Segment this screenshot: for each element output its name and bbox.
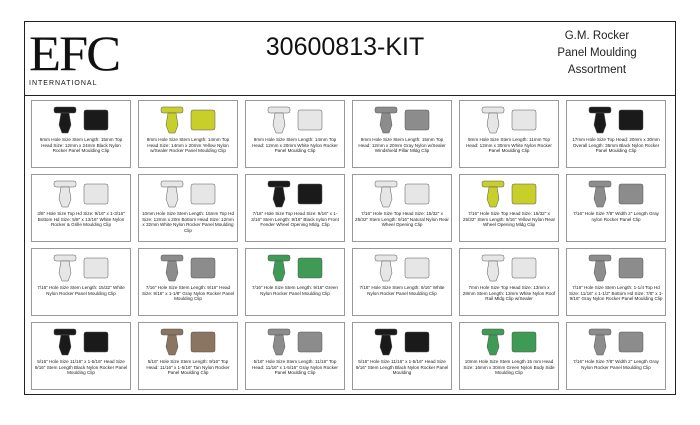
part-cell [31, 322, 131, 390]
part-caption: 9mm Hole Size Stem Length: 15mm Top Head: 12mm x 20mm Gray Nylon w/Sealer Windshield Pillar Mldg Clip [358, 137, 446, 154]
clip-side-view [482, 329, 504, 355]
clip-top-view [191, 258, 215, 278]
clip-side-view [268, 329, 290, 355]
part-cell [459, 248, 559, 316]
clip-top-view [84, 184, 108, 204]
assortment-title [523, 28, 671, 79]
clip-head [589, 107, 611, 113]
natural-wheel-clip-icon [353, 177, 451, 211]
clip-stem [273, 113, 285, 133]
clip-top-view [405, 258, 429, 278]
part-cell [459, 174, 559, 242]
clip-stem [594, 187, 606, 207]
clip-top-view [619, 332, 643, 352]
white-roof-rail-clip-icon [460, 251, 558, 285]
clip-head [268, 255, 290, 261]
clip-top-view [84, 110, 108, 130]
clip-side-view [161, 255, 183, 281]
clip-head [54, 329, 76, 335]
part-cell [352, 322, 452, 390]
part-cell [245, 322, 345, 390]
clip-top-view [512, 110, 536, 130]
clip-top-view [191, 184, 215, 204]
clip-head [375, 181, 397, 187]
clip-side-view [375, 329, 397, 355]
clip-top-view [191, 110, 215, 130]
green-body-side-clip-icon [460, 325, 558, 359]
black-fender-clip-icon [246, 177, 344, 211]
clip-head [54, 181, 76, 187]
clip-side-view [54, 107, 76, 133]
part-caption: 9mm Hole Size Stem Length: 14mm Top Head Size: 14mm x 20mm Yellow Nylon w/Sealer Rocker Panel Moulding Clip [146, 137, 230, 154]
clip-top-view [298, 332, 322, 352]
clip-top-view [191, 332, 215, 352]
yellow-wheel-clip-icon [460, 177, 558, 211]
clip-side-view [54, 255, 76, 281]
part-caption: 5/16" Hole Size Stem Length: 11/16" Top Head: 11/16" x 1-5/16" Gray Nylon Rocker Panel Moulding Clip [252, 359, 338, 376]
white-rocker-clip-icon [246, 103, 344, 137]
part-cell [352, 100, 452, 168]
part-cell [138, 322, 238, 390]
clip-side-view [482, 107, 504, 133]
catalog-sheet [24, 21, 676, 395]
white-rocker-clip-icon [460, 103, 558, 137]
part-cell [566, 322, 666, 390]
clip-stem [273, 335, 285, 355]
clip-top-view [298, 110, 322, 130]
part-caption: 7/16" Hole Size Stem Length: 9/16" Green Nylon Rocker Panel Moulding Clip [251, 285, 338, 296]
part-cell [31, 174, 131, 242]
clip-stem [380, 335, 392, 355]
clip-top-view [512, 258, 536, 278]
clip-side-view [54, 329, 76, 355]
gray-rocker-clip-icon [246, 325, 344, 359]
clip-stem [594, 261, 606, 281]
clip-side-view [375, 181, 397, 207]
parts-grid [31, 100, 671, 390]
clip-head [54, 255, 76, 261]
kit-number: 30600813-KIT [265, 33, 425, 61]
clip-head [375, 329, 397, 335]
part-caption: 17mm Hole Size Top Head: 20mm x 30mm Overall Length: 35mm Black Nylon Rocker Panel Moulding Clip [572, 137, 660, 154]
part-caption: 7/16" Hole Size Stem Length: 15/32" White Nylon Rocker Panel Moulding Clip [37, 285, 125, 296]
part-cell [245, 174, 345, 242]
clip-side-view [268, 255, 290, 281]
part-caption: 10mm Hole Size Stem Length: 15mm Top Hd Size: 12mm x 20m Bottom Head Size: 12mm x 32mm White Nylon Rocker Panel Moulding Clip [141, 211, 235, 233]
part-cell [459, 322, 559, 390]
part-cell [138, 174, 238, 242]
part-caption: 3/8" Hole Size Top Hd Size: 9/16" x 1-3/16" Bottom Hd Size: 5/8" x 13/16" White Nylon Rocker & Grille Moulding Clip [37, 211, 125, 228]
part-caption: 5/16" Hole Size Stem Length: 9/16" Top Head: 11/16" x 1-5/16" Tan Nylon Rocker Panel Moulding Clip [146, 359, 230, 376]
clip-side-view [589, 329, 611, 355]
clip-top-view [405, 184, 429, 204]
clip-head [54, 107, 76, 113]
black-rocker-clip-icon [32, 325, 130, 359]
clip-head [161, 329, 183, 335]
green-rocker-clip-icon [246, 251, 344, 285]
gray-rocker-clip-icon [567, 177, 665, 211]
clip-head [268, 107, 290, 113]
part-caption: 5/16" Hole Size 11/16" x 1-5/16" Head Size 9/16" Stem Length Black Nylon Rocker Panel Moulding Clip [34, 359, 128, 376]
clip-stem [380, 187, 392, 207]
part-caption: 7/16" Hole Size 7/8" Width 2" Length Gray Nylon Rocker Panel Moulding Clip [573, 359, 659, 370]
clip-head [482, 181, 504, 187]
black-rocker-clip-icon [353, 325, 451, 359]
part-cell [31, 100, 131, 168]
clip-stem [59, 335, 71, 355]
clip-stem [487, 113, 499, 133]
part-cell [138, 100, 238, 168]
yellow-rocker-clip-icon [139, 103, 237, 137]
part-caption: 9mm Hole Size Stem Length: 14mm Top Head: 12mm x 20mm White Nylon Rocker Panel Moulding Clip [252, 137, 338, 154]
black-rocker-clip-icon [32, 103, 130, 137]
clip-head [268, 181, 290, 187]
clip-top-view [84, 332, 108, 352]
part-cell [566, 174, 666, 242]
clip-side-view [268, 107, 290, 133]
clip-side-view [589, 255, 611, 281]
part-cell [352, 174, 452, 242]
clip-side-view [268, 181, 290, 207]
gray-pillar-clip-icon [353, 103, 451, 137]
clip-head [375, 107, 397, 113]
clip-stem [166, 187, 178, 207]
part-cell [245, 100, 345, 168]
clip-stem [166, 261, 178, 281]
part-caption: 7/16" Hole Size Stem Length: 9/16" Head Size: 9/16" x 1-1/8" Gray Nylon Rocker Panel Moulding Clip [141, 285, 235, 302]
part-caption: 7/16" Hole Size Stem Length: 9/16" White Nylon Rocker Panel Moulding Clip [359, 285, 445, 296]
part-cell [566, 248, 666, 316]
clip-top-view [405, 332, 429, 352]
part-cell [352, 248, 452, 316]
clip-head [482, 329, 504, 335]
clip-side-view [54, 181, 76, 207]
clip-side-view [375, 107, 397, 133]
clip-side-view [589, 181, 611, 207]
gray-rocker-clip-icon [139, 251, 237, 285]
part-caption: 5/16" Hole Size 11/16" x 1-5/16" Head Size 9/16" Stem Length Black Nylon Rocker Panel Moulding [355, 359, 449, 376]
part-caption: 7/16" Hole Size 7/8" Width 2" Length Gray nylon Rocker Panel Clip [573, 211, 659, 222]
clip-top-view [298, 258, 322, 278]
clip-head [161, 107, 183, 113]
part-caption: 7/16" Hole Size Top Head Size: 15/32" x 25/32" Stem Length: 9/16" Yellow Nylon Rear Wheel Opening Mldg Clip [462, 211, 556, 228]
part-caption: 7mm Hole Size Top Head Size: 13mm x 28mm Stem Length: 13mm White Nylon Roof Rail Mldg Clip w/Sealer [462, 285, 556, 302]
clip-stem [380, 261, 392, 281]
part-caption: 7/16" Hole Size Stem Length: 1-1/4 Top Hd Size: 11/16" x 1-1/2" Bottom Hd Size: 7/8" x 1-9/16" Gray Nylon Rocker Panel Moulding Clip [569, 285, 663, 302]
clip-stem [594, 113, 606, 133]
clip-stem [59, 187, 71, 207]
part-caption: 10mm Hole Size Stem Length 15 mm Head Size: 16mm x 30mm Green Nylon Body Side Moulding Clip [463, 359, 555, 376]
gray-rocker-clip-icon [567, 325, 665, 359]
clip-head [589, 329, 611, 335]
white-grille-clip-icon [32, 177, 130, 211]
part-cell [138, 248, 238, 316]
clip-head [161, 181, 183, 187]
tan-rocker-clip-icon [139, 325, 237, 359]
white-rocker-clip-icon [353, 251, 451, 285]
clip-stem [594, 335, 606, 355]
part-caption: 9mm Hole Size Stem Length: 11mm Top Head: 12mm x 30mm White Nylon Rocker Panel Moulding Clip [466, 137, 552, 154]
white-rocker-clip-icon [32, 251, 130, 285]
clip-stem [273, 187, 285, 207]
clip-stem [273, 261, 285, 281]
part-caption: 7/16" Hole Size Top Head Size: 15/32" x 25/32" Stem Length: 9/16" Natural Nylon Rear Wheel Opening Clip [355, 211, 449, 228]
clip-side-view [589, 107, 611, 133]
clip-stem [487, 335, 499, 355]
part-caption: 9mm Hole Size Stem Length: 15mm Top Head Size: 12mm x 24mm Black Nylon Rocker Panel Moulding Clip [39, 137, 123, 154]
clip-side-view [161, 181, 183, 207]
clip-top-view [405, 110, 429, 130]
clip-top-view [619, 258, 643, 278]
clip-side-view [375, 255, 397, 281]
white-rocker-clip-icon [139, 177, 237, 211]
clip-stem [166, 335, 178, 355]
clip-top-view [619, 184, 643, 204]
clip-top-view [512, 332, 536, 352]
title-line-2: Panel Moulding [557, 47, 637, 59]
clip-stem [59, 113, 71, 133]
efc-logo [29, 25, 119, 90]
clip-head [589, 181, 611, 187]
part-cell [245, 248, 345, 316]
black-rocker-clip-icon [567, 103, 665, 137]
header [25, 22, 675, 96]
clip-top-view [84, 258, 108, 278]
logo-subtext: INTERNATIONAL [29, 80, 98, 87]
clip-head [268, 329, 290, 335]
clip-side-view [482, 255, 504, 281]
clip-head [589, 255, 611, 261]
clip-side-view [161, 107, 183, 133]
clip-stem [487, 261, 499, 281]
clip-top-view [298, 184, 322, 204]
part-cell [31, 248, 131, 316]
clip-top-view [512, 184, 536, 204]
title-line-3: Assortment [567, 64, 627, 76]
part-caption: 7/16" Hole Size Top Head Size: 9/16" x 1-3/16" Stem Length: 9/16" Black nylon Front Fender Wheel Opening Mldg. Clip [251, 211, 339, 228]
clip-side-view [482, 181, 504, 207]
part-cell [459, 100, 559, 168]
clip-side-view [161, 329, 183, 355]
clip-head [375, 255, 397, 261]
clip-head [482, 107, 504, 113]
logo-text: EFC [29, 25, 119, 81]
clip-head [482, 255, 504, 261]
clip-stem [380, 113, 392, 133]
gray-rocker-clip-icon [567, 251, 665, 285]
title-line-1: G.M. Rocker [564, 30, 630, 42]
clip-top-view [619, 110, 643, 130]
clip-stem [487, 187, 499, 207]
clip-head [161, 255, 183, 261]
clip-stem [59, 261, 71, 281]
part-cell [566, 100, 666, 168]
clip-stem [166, 113, 178, 133]
